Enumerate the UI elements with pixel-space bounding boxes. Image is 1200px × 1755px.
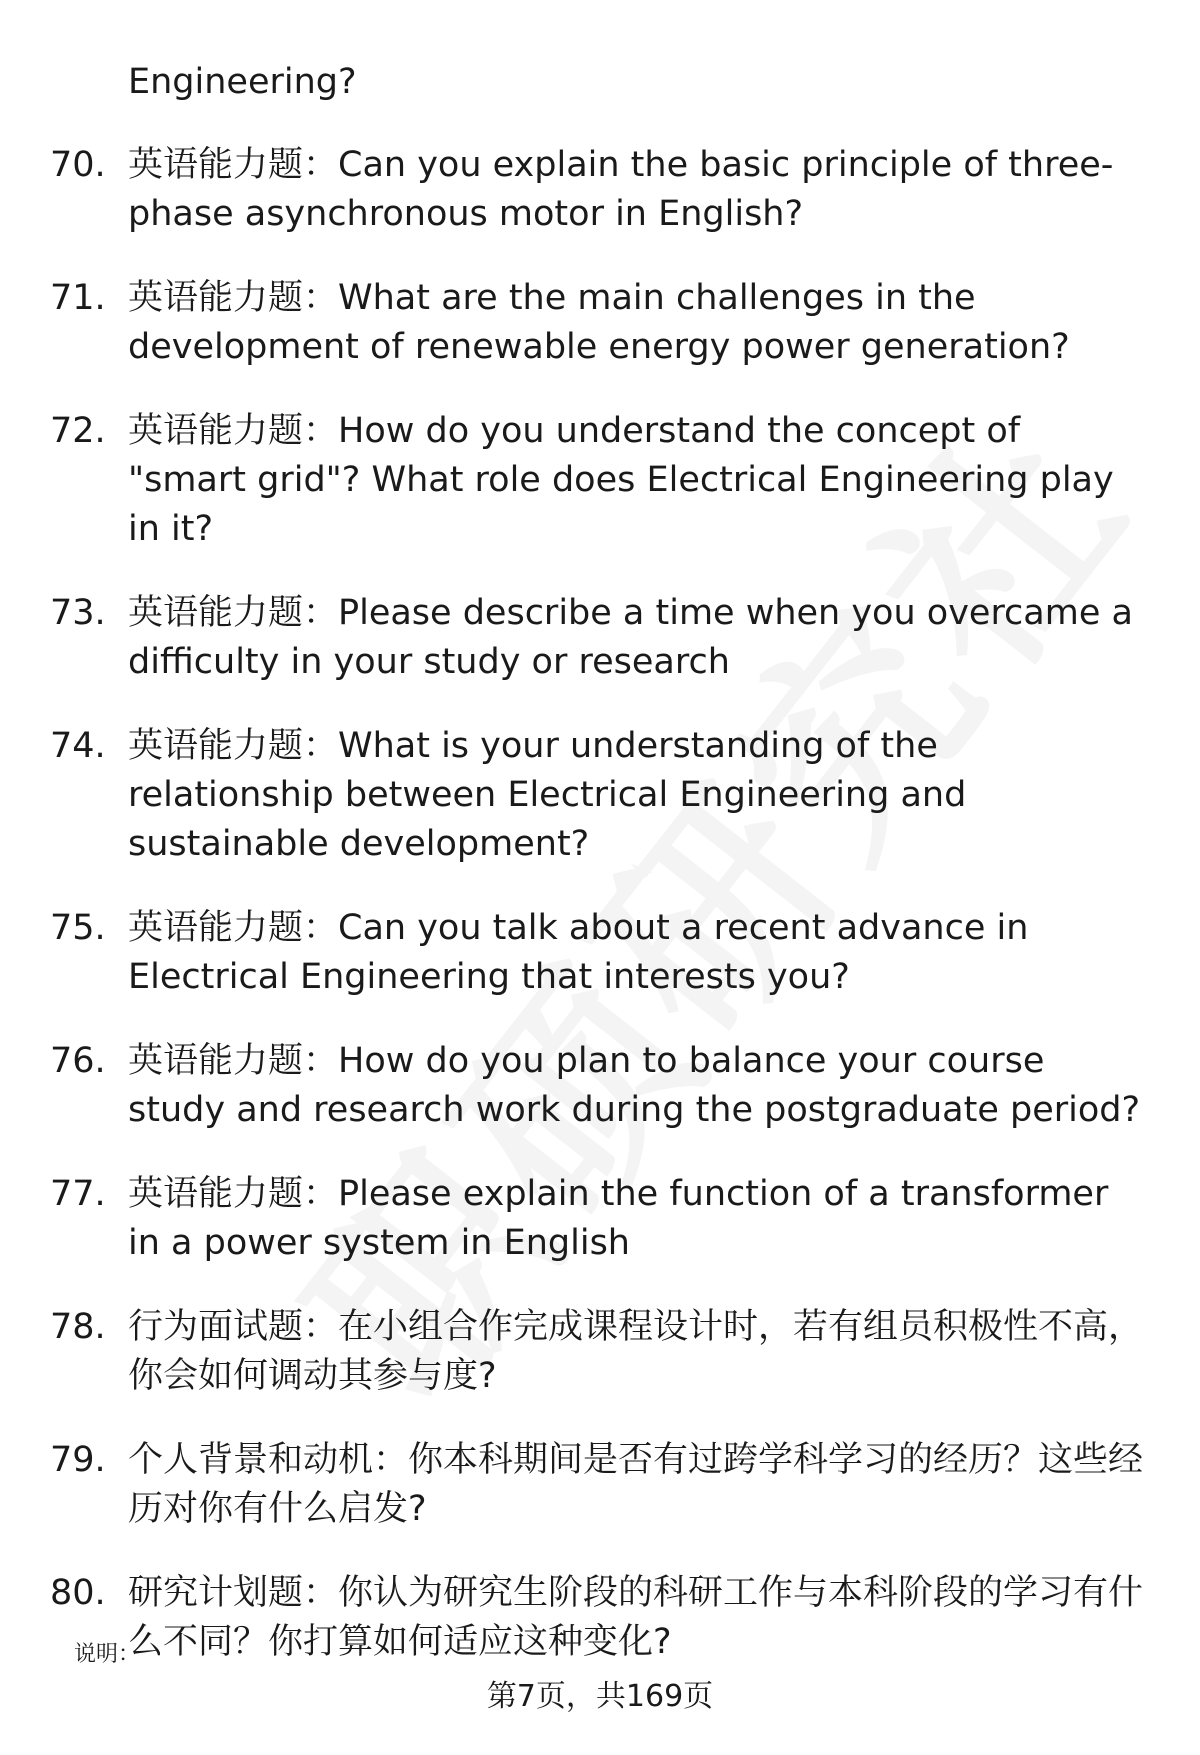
question-text: 英语能力题：How do you understand the concept of "smart grid"? What role does Electrical Engineering play in it? (128, 411, 1114, 549)
question-item (50, 722, 1160, 869)
question-number: 80. (50, 1573, 106, 1613)
question-number: 79. (50, 1440, 106, 1480)
question-text: 英语能力题：Please describe a time when you overcame a difficulty in your study or research (128, 593, 1133, 682)
question-text: 研究计划题：你认为研究生阶段的科研工作与本科阶段的学习有什么不同？你打算如何适应这种变化? (128, 1573, 1144, 1662)
question-number: 70. (50, 145, 106, 185)
question-item (50, 407, 1160, 554)
question-number: 77. (50, 1174, 106, 1214)
page-indicator: 第7页，共169页 (486, 1679, 714, 1714)
question-text: 行为面试题：在小组合作完成课程设计时，若有组员积极性不高，你会如何调动其参与度? (128, 1307, 1144, 1396)
question-item (50, 274, 1160, 372)
question-text: 英语能力题：What are the main challenges in the development of renewable energy power generation? (128, 278, 1070, 367)
note-label: 说明： (74, 1642, 141, 1667)
question-text: 英语能力题：Can you talk about a recent advance in Electrical Engineering that interests you? (128, 908, 1029, 997)
question-text: 英语能力题：What is your understanding of the relationship between Electrical Engineering and sustainable development? (128, 726, 967, 864)
question-number: 78. (50, 1307, 106, 1347)
question-number: 71. (50, 278, 106, 318)
question-item (50, 141, 1160, 239)
question-number: 73. (50, 593, 106, 633)
question-text: 英语能力题：How do you plan to balance your course study and research work during the postgraduate period? (128, 1041, 1141, 1130)
question-item (50, 1037, 1160, 1135)
question-item (50, 1303, 1160, 1401)
question-number: 74. (50, 726, 106, 766)
continuation-text: Engineering? (128, 62, 357, 102)
question-text: 个人背景和动机：你本科期间是否有过跨学科学习的经历？这些经历对你有什么启发? (128, 1440, 1144, 1529)
question-text: 英语能力题：Can you explain the basic principle of three-phase asynchronous motor in English? (128, 145, 1114, 234)
question-item (50, 1436, 1160, 1534)
question-item (50, 904, 1160, 1002)
question-item (50, 589, 1160, 687)
question-number: 76. (50, 1041, 106, 1081)
question-text: 英语能力题：Please explain the function of a transformer in a power system in English (128, 1174, 1109, 1263)
question-number: 72. (50, 411, 106, 451)
question-list (50, 141, 1160, 1702)
question-item (50, 1170, 1160, 1268)
question-item (50, 1569, 1160, 1667)
question-number: 75. (50, 908, 106, 948)
